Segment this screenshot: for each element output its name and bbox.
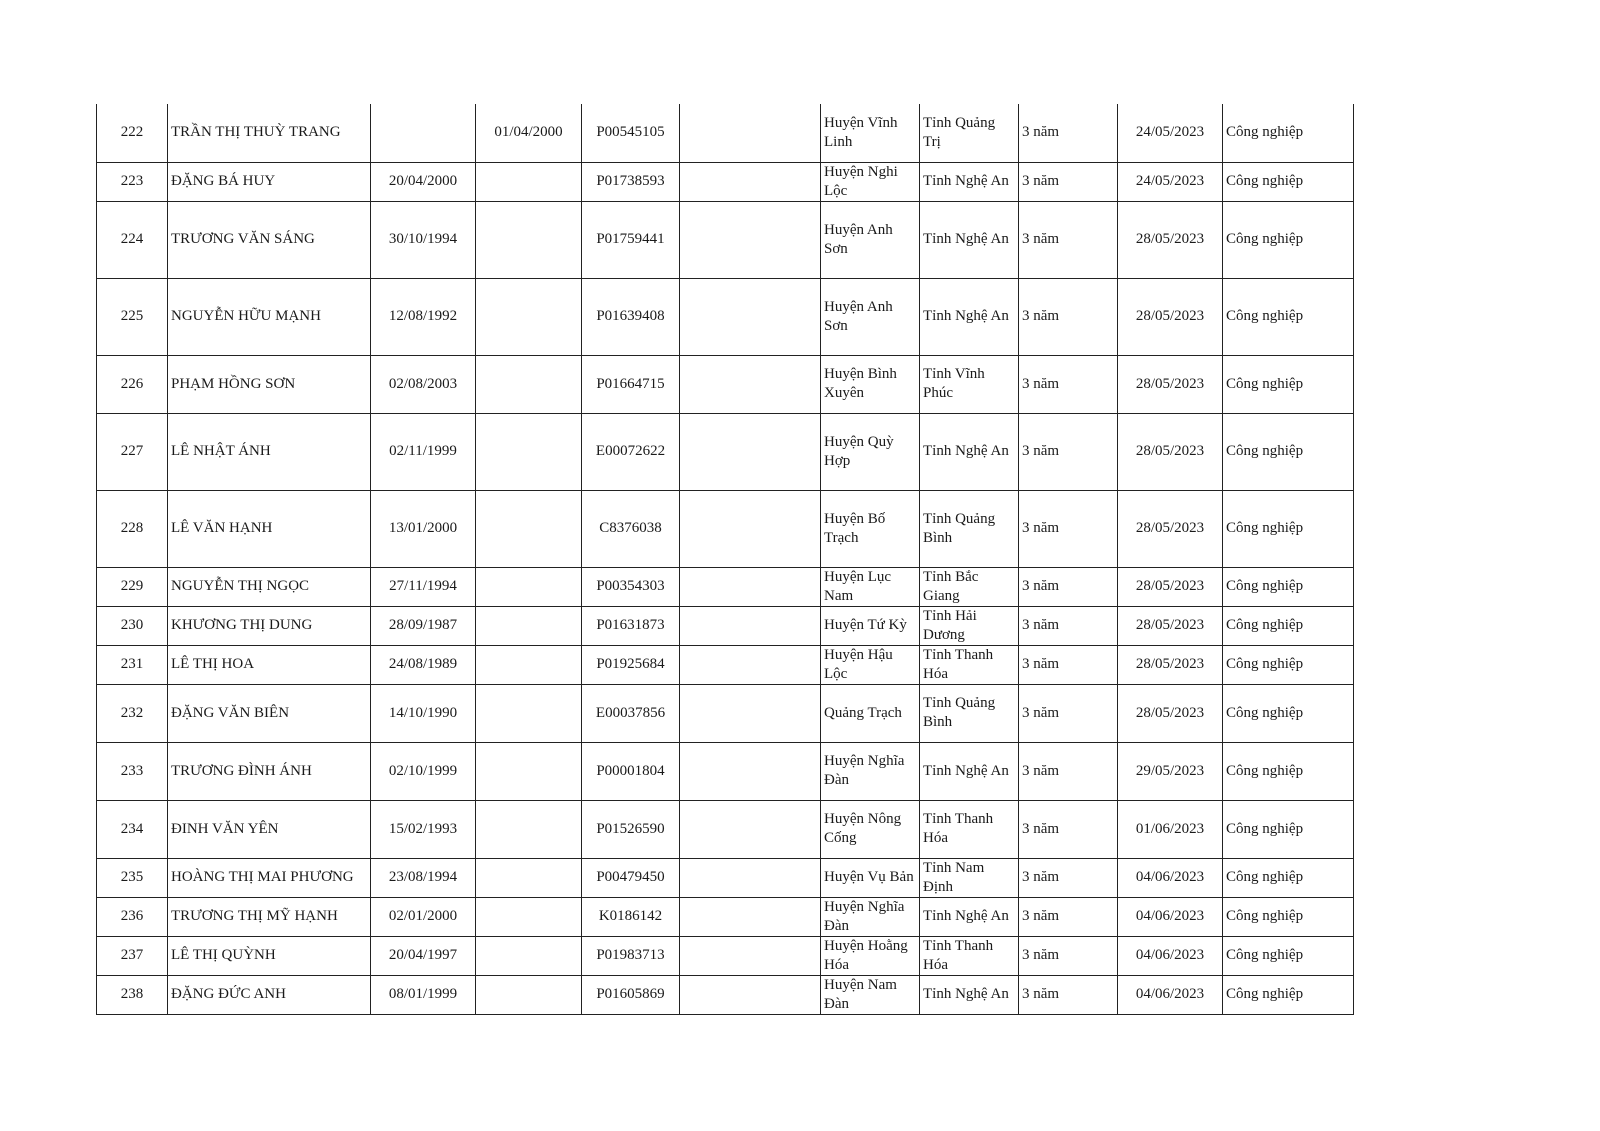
work-field-cell: Công nghiệp — [1223, 975, 1354, 1014]
province-cell: Tỉnh Vĩnh Phúc — [920, 355, 1019, 413]
district-cell: Huyện Nghi Lộc — [821, 162, 920, 201]
district-cell: Huyện Bình Xuyên — [821, 355, 920, 413]
departure-date-cell: 04/06/2023 — [1118, 897, 1223, 936]
dob-female-cell — [476, 645, 582, 684]
departure-date-cell: 29/05/2023 — [1118, 742, 1223, 800]
dob-male-cell: 28/09/1987 — [371, 606, 476, 645]
departure-date-cell: 28/05/2023 — [1118, 567, 1223, 606]
district-cell: Huyện Nông Cống — [821, 800, 920, 858]
dob-female-cell — [476, 800, 582, 858]
empty-cell-cell — [680, 936, 821, 975]
row-number-cell: 230 — [97, 606, 168, 645]
district-cell: Huyện Nam Đàn — [821, 975, 920, 1014]
district-cell: Huyện Anh Sơn — [821, 278, 920, 355]
row-number-cell: 237 — [97, 936, 168, 975]
full-name-cell: KHƯƠNG THỊ DUNG — [168, 606, 371, 645]
departure-date-cell: 04/06/2023 — [1118, 975, 1223, 1014]
dob-male-cell: 12/08/1992 — [371, 278, 476, 355]
work-field-cell: Công nghiệp — [1223, 278, 1354, 355]
province-cell: Tỉnh Nghệ An — [920, 897, 1019, 936]
table-row — [97, 936, 1354, 975]
departure-date-cell: 01/06/2023 — [1118, 800, 1223, 858]
empty-cell-cell — [680, 800, 821, 858]
contract-term-cell: 3 năm — [1019, 742, 1118, 800]
contract-term-cell: 3 năm — [1019, 355, 1118, 413]
passport-number-cell: P01631873 — [582, 606, 680, 645]
province-cell: Tỉnh Quảng Bình — [920, 684, 1019, 742]
work-field-cell: Công nghiệp — [1223, 567, 1354, 606]
passport-number-cell: P00001804 — [582, 742, 680, 800]
worker-list-table — [96, 104, 1354, 1015]
row-number-cell: 231 — [97, 645, 168, 684]
work-field-cell: Công nghiệp — [1223, 858, 1354, 897]
empty-cell-cell — [680, 278, 821, 355]
empty-cell-cell — [680, 606, 821, 645]
province-cell: Tỉnh Thanh Hóa — [920, 645, 1019, 684]
row-number-cell: 227 — [97, 413, 168, 490]
departure-date-cell: 04/06/2023 — [1118, 858, 1223, 897]
dob-male-cell: 02/11/1999 — [371, 413, 476, 490]
row-number-cell: 222 — [97, 104, 168, 162]
passport-number-cell: E00037856 — [582, 684, 680, 742]
work-field-cell: Công nghiệp — [1223, 684, 1354, 742]
full-name-cell: TRẦN THỊ THUỲ TRANG — [168, 104, 371, 162]
table-row — [97, 201, 1354, 278]
contract-term-cell: 3 năm — [1019, 104, 1118, 162]
row-number-cell: 232 — [97, 684, 168, 742]
province-cell: Tỉnh Bắc Giang — [920, 567, 1019, 606]
dob-male-cell: 13/01/2000 — [371, 490, 476, 567]
passport-number-cell: P01639408 — [582, 278, 680, 355]
row-number-cell: 235 — [97, 858, 168, 897]
province-cell: Tỉnh Thanh Hóa — [920, 800, 1019, 858]
passport-number-cell: P01664715 — [582, 355, 680, 413]
full-name-cell: TRƯƠNG ĐÌNH ÁNH — [168, 742, 371, 800]
dob-female-cell — [476, 897, 582, 936]
dob-female-cell — [476, 490, 582, 567]
row-number-cell: 236 — [97, 897, 168, 936]
table-row — [97, 897, 1354, 936]
departure-date-cell: 28/05/2023 — [1118, 606, 1223, 645]
contract-term-cell: 3 năm — [1019, 201, 1118, 278]
dob-female-cell — [476, 162, 582, 201]
empty-cell-cell — [680, 104, 821, 162]
province-cell: Tỉnh Nghệ An — [920, 201, 1019, 278]
district-cell: Huyện Hậu Lộc — [821, 645, 920, 684]
work-field-cell: Công nghiệp — [1223, 413, 1354, 490]
contract-term-cell: 3 năm — [1019, 413, 1118, 490]
table-row — [97, 355, 1354, 413]
dob-male-cell — [371, 104, 476, 162]
dob-female-cell — [476, 858, 582, 897]
row-number-cell: 234 — [97, 800, 168, 858]
dob-male-cell: 24/08/1989 — [371, 645, 476, 684]
empty-cell-cell — [680, 567, 821, 606]
district-cell: Huyện Bố Trạch — [821, 490, 920, 567]
passport-number-cell: P00545105 — [582, 104, 680, 162]
province-cell: Tỉnh Quảng Bình — [920, 490, 1019, 567]
work-field-cell: Công nghiệp — [1223, 742, 1354, 800]
full-name-cell: LÊ NHẬT ÁNH — [168, 413, 371, 490]
departure-date-cell: 28/05/2023 — [1118, 278, 1223, 355]
empty-cell-cell — [680, 975, 821, 1014]
passport-number-cell: C8376038 — [582, 490, 680, 567]
work-field-cell: Công nghiệp — [1223, 201, 1354, 278]
province-cell: Tỉnh Hải Dương — [920, 606, 1019, 645]
empty-cell-cell — [680, 162, 821, 201]
row-number-cell: 238 — [97, 975, 168, 1014]
dob-male-cell: 27/11/1994 — [371, 567, 476, 606]
district-cell: Huyện Vụ Bản — [821, 858, 920, 897]
contract-term-cell: 3 năm — [1019, 897, 1118, 936]
table-row — [97, 413, 1354, 490]
dob-female-cell — [476, 355, 582, 413]
passport-number-cell: K0186142 — [582, 897, 680, 936]
province-cell: Tỉnh Nghệ An — [920, 162, 1019, 201]
table-body — [97, 104, 1354, 1014]
district-cell: Huyện Hoằng Hóa — [821, 936, 920, 975]
district-cell: Huyện Anh Sơn — [821, 201, 920, 278]
contract-term-cell: 3 năm — [1019, 490, 1118, 567]
row-number-cell: 228 — [97, 490, 168, 567]
district-cell: Huyện Nghĩa Đàn — [821, 897, 920, 936]
passport-number-cell: P01526590 — [582, 800, 680, 858]
empty-cell-cell — [680, 490, 821, 567]
dob-female-cell — [476, 684, 582, 742]
row-number-cell: 223 — [97, 162, 168, 201]
contract-term-cell: 3 năm — [1019, 606, 1118, 645]
full-name-cell: LÊ THỊ QUỲNH — [168, 936, 371, 975]
full-name-cell: NGUYỄN HỮU MẠNH — [168, 278, 371, 355]
empty-cell-cell — [680, 897, 821, 936]
row-number-cell: 225 — [97, 278, 168, 355]
dob-male-cell: 23/08/1994 — [371, 858, 476, 897]
empty-cell-cell — [680, 858, 821, 897]
row-number-cell: 224 — [97, 201, 168, 278]
province-cell: Tỉnh Nghệ An — [920, 413, 1019, 490]
full-name-cell: ĐINH VĂN YÊN — [168, 800, 371, 858]
empty-cell-cell — [680, 742, 821, 800]
contract-term-cell: 3 năm — [1019, 975, 1118, 1014]
dob-male-cell: 02/08/2003 — [371, 355, 476, 413]
full-name-cell: NGUYỄN THỊ NGỌC — [168, 567, 371, 606]
departure-date-cell: 28/05/2023 — [1118, 490, 1223, 567]
table-row — [97, 742, 1354, 800]
table-row — [97, 490, 1354, 567]
district-cell: Huyện Quỳ Hợp — [821, 413, 920, 490]
full-name-cell: ĐẶNG VĂN BIÊN — [168, 684, 371, 742]
dob-male-cell: 14/10/1990 — [371, 684, 476, 742]
passport-number-cell: P01759441 — [582, 201, 680, 278]
table-row — [97, 162, 1354, 201]
departure-date-cell: 28/05/2023 — [1118, 413, 1223, 490]
contract-term-cell: 3 năm — [1019, 858, 1118, 897]
full-name-cell: LÊ VĂN HẠNH — [168, 490, 371, 567]
work-field-cell: Công nghiệp — [1223, 104, 1354, 162]
work-field-cell: Công nghiệp — [1223, 606, 1354, 645]
district-cell: Huyện Lục Nam — [821, 567, 920, 606]
row-number-cell: 233 — [97, 742, 168, 800]
table-row — [97, 800, 1354, 858]
full-name-cell: PHẠM HỒNG SƠN — [168, 355, 371, 413]
work-field-cell: Công nghiệp — [1223, 897, 1354, 936]
table-row — [97, 104, 1354, 162]
table-row — [97, 567, 1354, 606]
full-name-cell: TRƯƠNG THỊ MỸ HẠNH — [168, 897, 371, 936]
full-name-cell: ĐẶNG BÁ HUY — [168, 162, 371, 201]
empty-cell-cell — [680, 645, 821, 684]
dob-female-cell — [476, 936, 582, 975]
work-field-cell: Công nghiệp — [1223, 162, 1354, 201]
empty-cell-cell — [680, 684, 821, 742]
table-row — [97, 278, 1354, 355]
work-field-cell: Công nghiệp — [1223, 645, 1354, 684]
departure-date-cell: 24/05/2023 — [1118, 104, 1223, 162]
work-field-cell: Công nghiệp — [1223, 355, 1354, 413]
province-cell: Tỉnh Thanh Hóa — [920, 936, 1019, 975]
dob-female-cell — [476, 201, 582, 278]
departure-date-cell: 28/05/2023 — [1118, 645, 1223, 684]
dob-female-cell: 01/04/2000 — [476, 104, 582, 162]
contract-term-cell: 3 năm — [1019, 936, 1118, 975]
full-name-cell: TRƯƠNG VĂN SÁNG — [168, 201, 371, 278]
passport-number-cell: E00072622 — [582, 413, 680, 490]
passport-number-cell: P01983713 — [582, 936, 680, 975]
table-row — [97, 975, 1354, 1014]
province-cell: Tỉnh Nghệ An — [920, 278, 1019, 355]
contract-term-cell: 3 năm — [1019, 684, 1118, 742]
contract-term-cell: 3 năm — [1019, 567, 1118, 606]
contract-term-cell: 3 năm — [1019, 278, 1118, 355]
departure-date-cell: 28/05/2023 — [1118, 201, 1223, 278]
contract-term-cell: 3 năm — [1019, 162, 1118, 201]
contract-term-cell: 3 năm — [1019, 800, 1118, 858]
dob-male-cell: 20/04/1997 — [371, 936, 476, 975]
passport-number-cell: P01738593 — [582, 162, 680, 201]
dob-female-cell — [476, 975, 582, 1014]
row-number-cell: 229 — [97, 567, 168, 606]
work-field-cell: Công nghiệp — [1223, 800, 1354, 858]
row-number-cell: 226 — [97, 355, 168, 413]
table-row — [97, 858, 1354, 897]
table-row — [97, 606, 1354, 645]
empty-cell-cell — [680, 201, 821, 278]
district-cell: Huyện Tứ Kỳ — [821, 606, 920, 645]
dob-female-cell — [476, 413, 582, 490]
dob-male-cell: 08/01/1999 — [371, 975, 476, 1014]
dob-female-cell — [476, 742, 582, 800]
work-field-cell: Công nghiệp — [1223, 490, 1354, 567]
empty-cell-cell — [680, 355, 821, 413]
dob-female-cell — [476, 567, 582, 606]
contract-term-cell: 3 năm — [1019, 645, 1118, 684]
departure-date-cell: 04/06/2023 — [1118, 936, 1223, 975]
district-cell: Huyện Nghĩa Đàn — [821, 742, 920, 800]
passport-number-cell: P00479450 — [582, 858, 680, 897]
province-cell: Tỉnh Nghệ An — [920, 975, 1019, 1014]
passport-number-cell: P01605869 — [582, 975, 680, 1014]
dob-female-cell — [476, 278, 582, 355]
empty-cell-cell — [680, 413, 821, 490]
passport-number-cell: P01925684 — [582, 645, 680, 684]
full-name-cell: LÊ THỊ HOA — [168, 645, 371, 684]
full-name-cell: HOÀNG THỊ MAI PHƯƠNG — [168, 858, 371, 897]
work-field-cell: Công nghiệp — [1223, 936, 1354, 975]
departure-date-cell: 28/05/2023 — [1118, 684, 1223, 742]
dob-male-cell: 30/10/1994 — [371, 201, 476, 278]
dob-male-cell: 02/01/2000 — [371, 897, 476, 936]
dob-female-cell — [476, 606, 582, 645]
table-row — [97, 645, 1354, 684]
dob-male-cell: 20/04/2000 — [371, 162, 476, 201]
province-cell: Tỉnh Quảng Trị — [920, 104, 1019, 162]
full-name-cell: ĐẶNG ĐỨC ANH — [168, 975, 371, 1014]
table-row — [97, 684, 1354, 742]
district-cell: Huyện Vĩnh Linh — [821, 104, 920, 162]
departure-date-cell: 24/05/2023 — [1118, 162, 1223, 201]
district-cell: Quảng Trạch — [821, 684, 920, 742]
province-cell: Tỉnh Nghệ An — [920, 742, 1019, 800]
province-cell: Tỉnh Nam Định — [920, 858, 1019, 897]
dob-male-cell: 02/10/1999 — [371, 742, 476, 800]
passport-number-cell: P00354303 — [582, 567, 680, 606]
dob-male-cell: 15/02/1993 — [371, 800, 476, 858]
departure-date-cell: 28/05/2023 — [1118, 355, 1223, 413]
